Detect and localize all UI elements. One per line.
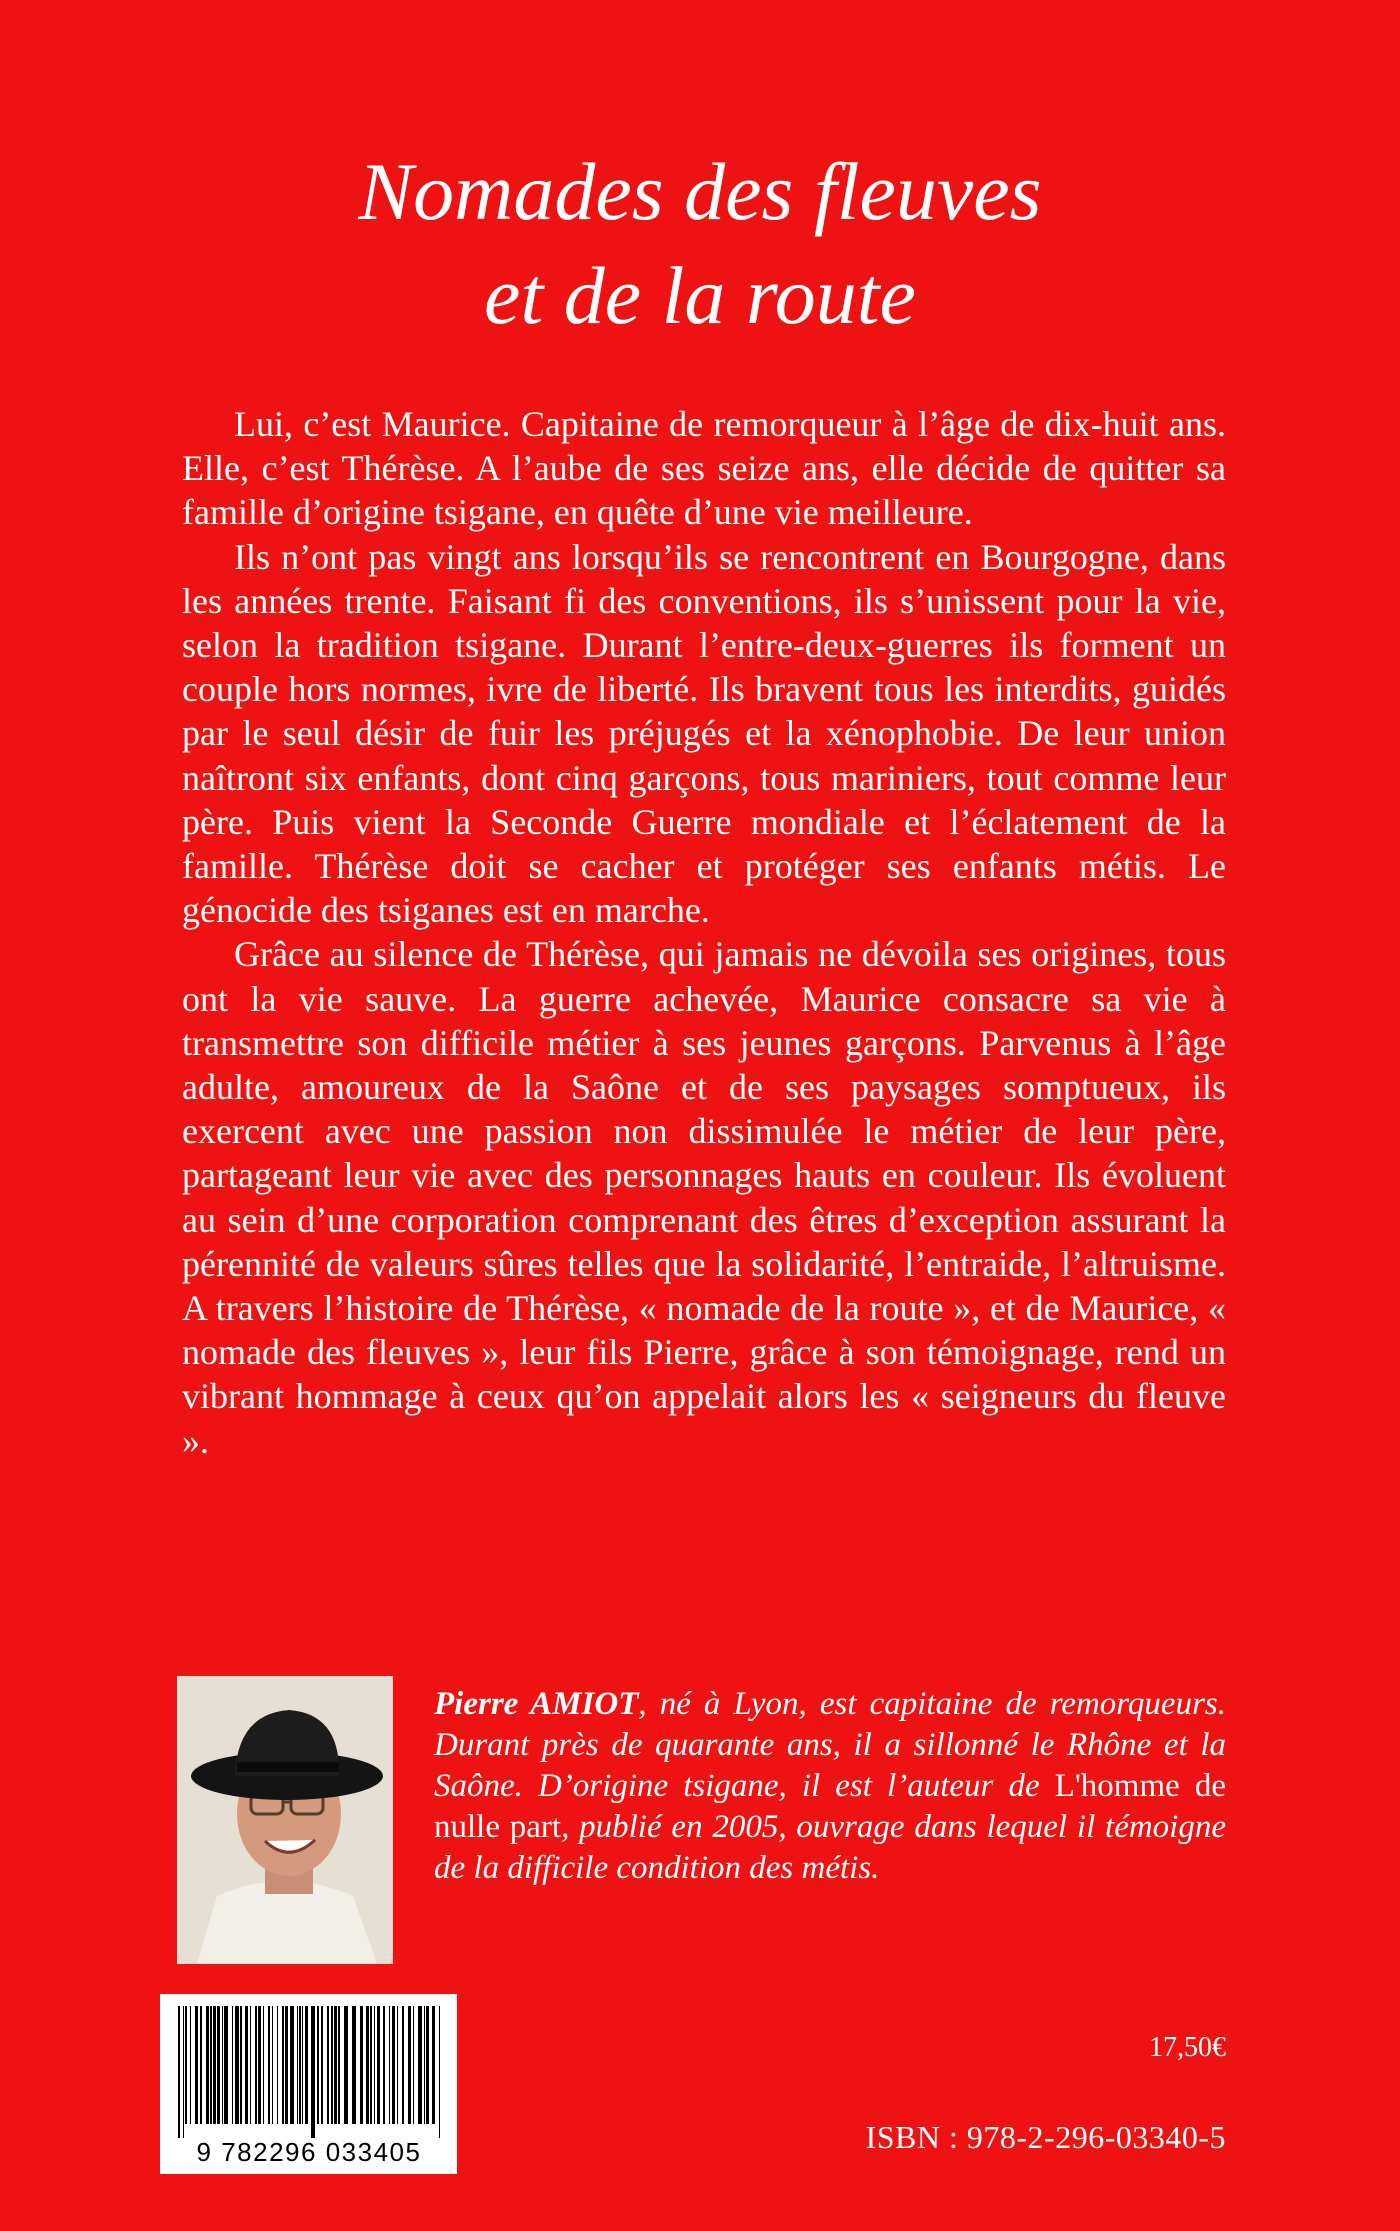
barcode-bar — [383, 2006, 385, 2124]
barcode-bar — [366, 2006, 369, 2124]
barcode-bar — [338, 2006, 340, 2124]
barcode-bar — [250, 2006, 251, 2124]
barcode-bar — [200, 2006, 202, 2124]
barcode-bar — [224, 2006, 228, 2124]
barcode-bar — [297, 2006, 298, 2124]
author-photo — [177, 1676, 393, 1964]
barcode-bar — [408, 2006, 411, 2124]
barcode-bar — [439, 2006, 440, 2138]
barcode-bar — [255, 2006, 257, 2124]
barcode-bar — [232, 2006, 233, 2124]
barcode-bar — [317, 2006, 319, 2124]
barcode-bar — [432, 2006, 435, 2124]
barcode-bar — [392, 2006, 395, 2124]
barcode-bar — [258, 2006, 261, 2124]
barcode-bar — [426, 2006, 429, 2124]
barcode-bar — [344, 2006, 348, 2124]
synopsis-paragraph: Grâce au silence de Thérèse, qui jamais ne dévoila ses origines, tous ont la vie sauve. La guerre achevée, Maurice consacre sa vie à transmettre son difficile métier à ses jeunes garçons. Parvenus à l’âge adulte, amoureux de la Saône et de ses paysages somptueux, ils exercent avec une passion non dissimulée le métier de leur père, partageant leur vie avec des personnages hauts en couleur. Ils évoluent au sein d’une corporation comprenant des êtres d’exception assurant la pérennité de valeurs sûres telles que la solidarité, l’entraide, l’altruisme. A travers l’histoire de Thérèse, « nomade de la route », et de Maurice, « nomade des fleuves », leur fils Pierre, grâce à son témoignage, rend un vibrant hommage à ceux qu’on appelait alors les « seigneurs du fleuve ». — [182, 934, 1226, 1461]
barcode-bar — [195, 2006, 198, 2124]
barcode-bar — [331, 2006, 333, 2124]
barcode-bar — [185, 2006, 187, 2124]
book-title-line-2: et de la route — [484, 250, 916, 341]
barcode-bar — [424, 2006, 425, 2124]
previous-book-title: L'homme de nulle part — [434, 1768, 1227, 1845]
price: 17,50€ — [1149, 2032, 1226, 2063]
barcode-bar — [370, 2006, 372, 2124]
author-name: Pierre AMIOT — [434, 1686, 639, 1722]
barcode-bar — [352, 2006, 356, 2124]
author-bio — [434, 1684, 1226, 1889]
barcode-digits: 9 782296 033405 — [196, 2137, 422, 2167]
barcode-bar — [413, 2006, 414, 2124]
barcode-bar — [299, 2006, 301, 2124]
barcode-bar — [235, 2006, 239, 2124]
barcode-bar — [321, 2006, 323, 2124]
barcode-bar — [397, 2006, 398, 2124]
book-title-line-1: Nomades des fleuves — [358, 146, 1042, 237]
barcode-bar — [222, 2006, 223, 2124]
barcode-bar — [305, 2006, 308, 2124]
author-bio-text: , né à Lyon, est capitaine de remorqueurs. Durant près de quarante ans, il a sillonné le Rhône et la Saône. D’origine tsigane, il est l’auteur de — [434, 1686, 1226, 1804]
author-bio-text-end: , publié en 2005, ouvrage dans lequel il témoigne de la difficile condition des métis. — [434, 1809, 1226, 1886]
barcode-bar — [374, 2006, 375, 2124]
barcode-bar — [245, 2006, 248, 2124]
barcode-bar — [240, 2006, 242, 2124]
synopsis-paragraph: Lui, c’est Maurice. Capitaine de remorqueur à l’âge de dix-huit ans. Elle, c’est Thérèse. A l’aube de ses seize ans, elle décide de quitter sa famille d’origine tsigane, en quête d’une vie meilleure. — [182, 404, 1226, 533]
book-title — [0, 140, 1400, 348]
barcode-bar — [277, 2006, 278, 2124]
synopsis-paragraph: Ils n’ont pas vingt ans lorsqu’ils se rencontrent en Bourgogne, dans les années trente. Faisant fi des conventions, ils s’unissent pour la vie, selon la tradition tsigane. Durant l’entre-deux-guerres ils forment un couple hors normes, ivre de liberté. Ils bravent tous les interdits, guidés par le seul désir de fuir les préjugés et la xénophobie. De leur union naîtront six enfants, dont cinq garçons, tous mariniers, tout comme leur père. Puis vient la Seconde Guerre mondiale et l’éclatement de la famille. Thérèse doit se cacher et protéger ses enfants métis. Le génocide des tsiganes est en marche. — [182, 536, 1226, 931]
barcode-bar — [206, 2006, 209, 2124]
barcode-bar — [217, 2006, 220, 2124]
barcode-bar — [402, 2006, 404, 2124]
barcode-bar — [360, 2006, 363, 2124]
barcode-bar — [178, 2006, 180, 2138]
barcode-bar — [282, 2006, 284, 2124]
barcode-bar — [210, 2006, 212, 2124]
barcode-bar — [302, 2006, 303, 2124]
barcode-bar — [190, 2006, 191, 2124]
isbn: ISBN : 978-2-296-03340-5 — [865, 2119, 1226, 2155]
barcode-bar — [272, 2006, 273, 2124]
barcode-bar — [334, 2006, 337, 2124]
barcode-bar — [285, 2006, 288, 2124]
barcode-bar — [213, 2006, 216, 2124]
barcode-bar — [183, 2006, 184, 2138]
barcode-bar — [311, 2006, 315, 2138]
barcode-bar — [377, 2006, 380, 2124]
barcode-bar — [327, 2006, 329, 2124]
isbn-barcode — [160, 1994, 457, 2174]
barcode-bar — [389, 2006, 390, 2124]
barcode-bar — [263, 2006, 264, 2124]
barcode-bar — [290, 2006, 294, 2124]
barcode-bar — [268, 2006, 270, 2124]
barcode-bar — [418, 2006, 422, 2124]
barcode-bars — [160, 1994, 457, 2144]
synopsis — [182, 402, 1226, 1463]
